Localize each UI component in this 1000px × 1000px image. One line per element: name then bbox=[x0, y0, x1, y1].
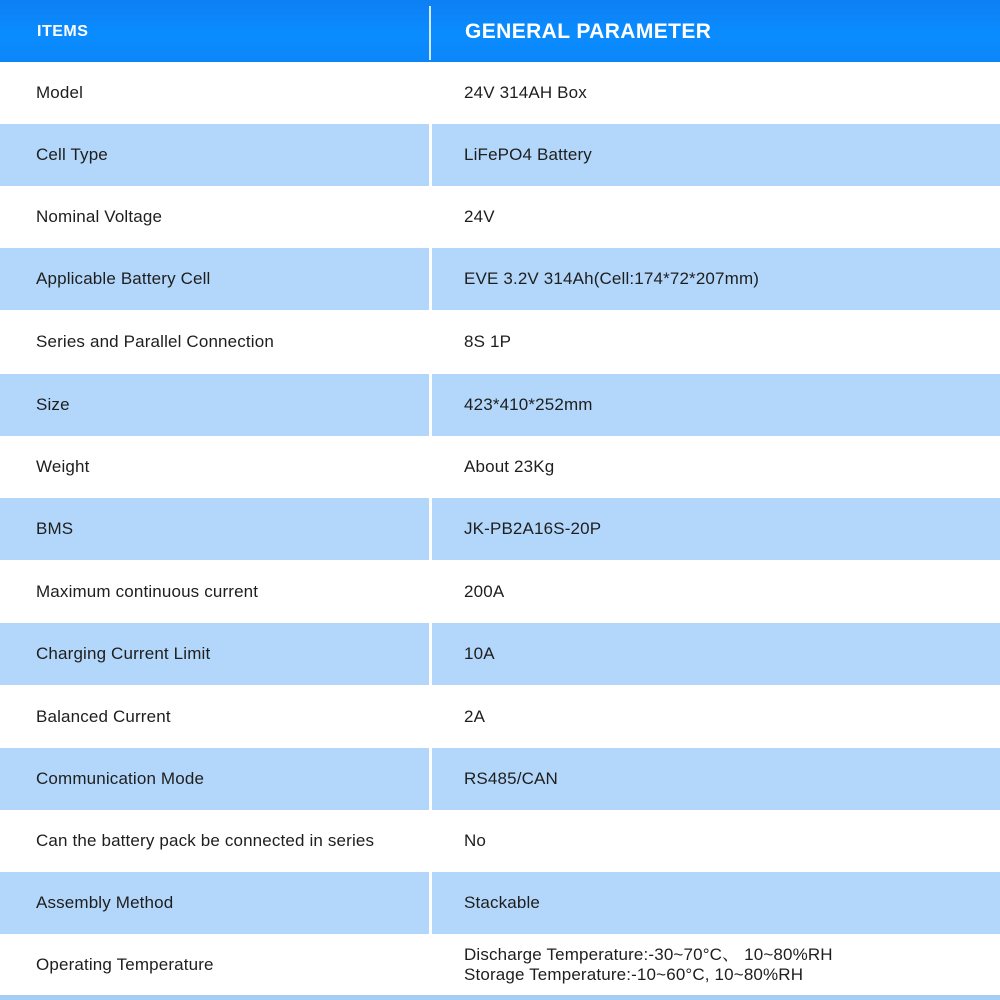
row-value: About 23Kg bbox=[464, 457, 555, 476]
table-row bbox=[0, 810, 1000, 872]
row-item: Can the battery pack be connected in series bbox=[36, 831, 375, 850]
table-header bbox=[0, 0, 1000, 62]
row-value: JK-PB2A16S-20P bbox=[464, 519, 602, 538]
row-item: Operating Temperature bbox=[36, 955, 214, 974]
row-item: Cell Type bbox=[36, 145, 108, 164]
row-value: 423*410*252mm bbox=[464, 395, 593, 414]
row-item: Communication Mode bbox=[36, 769, 205, 788]
row-item: Weight bbox=[36, 457, 90, 476]
table-row bbox=[0, 935, 1000, 995]
table-row bbox=[0, 436, 1000, 498]
row-value: LiFePO4 Battery bbox=[464, 145, 592, 164]
row-value: 24V 314AH Box bbox=[464, 83, 587, 102]
bottom-border bbox=[0, 995, 1000, 1000]
table-row bbox=[0, 872, 1000, 934]
table-row bbox=[0, 124, 1000, 186]
row-value: Stackable bbox=[464, 893, 541, 912]
row-value bbox=[464, 935, 833, 995]
row-value: 10A bbox=[464, 644, 495, 663]
column-divider bbox=[429, 248, 432, 310]
row-item: Maximum continuous current bbox=[36, 582, 259, 601]
table-row bbox=[0, 686, 1000, 748]
header-divider bbox=[429, 6, 431, 60]
row-value-line: Discharge Temperature:-30~70°C、 10~80%RH bbox=[464, 945, 833, 964]
column-divider bbox=[429, 872, 432, 934]
table-row bbox=[0, 311, 1000, 373]
row-value: No bbox=[464, 831, 487, 850]
row-value: EVE 3.2V 314Ah(Cell:174*72*207mm) bbox=[464, 269, 760, 288]
row-value-line: Storage Temperature:-10~60°C, 10~80%RH bbox=[464, 965, 804, 984]
row-item: Nominal Voltage bbox=[36, 207, 163, 226]
row-item: Applicable Battery Cell bbox=[36, 269, 211, 288]
row-item: Assembly Method bbox=[36, 893, 174, 912]
table-row bbox=[0, 561, 1000, 623]
row-value: 2A bbox=[464, 707, 486, 726]
table-row bbox=[0, 62, 1000, 124]
table-row bbox=[0, 498, 1000, 560]
table-row bbox=[0, 623, 1000, 685]
column-divider bbox=[429, 374, 432, 436]
row-item: Size bbox=[36, 395, 70, 414]
row-item: Balanced Current bbox=[36, 707, 171, 726]
column-divider bbox=[429, 124, 432, 186]
row-value: RS485/CAN bbox=[464, 769, 558, 788]
header-parameter-label: GENERAL PARAMETER bbox=[465, 20, 712, 43]
header-items-label: ITEMS bbox=[37, 23, 89, 40]
row-value: 8S 1P bbox=[464, 332, 512, 351]
row-item: Series and Parallel Connection bbox=[36, 332, 274, 351]
row-item: Charging Current Limit bbox=[36, 644, 211, 663]
column-divider bbox=[429, 498, 432, 560]
table-row bbox=[0, 374, 1000, 436]
row-value: 200A bbox=[464, 582, 505, 601]
column-divider bbox=[429, 748, 432, 810]
table-row bbox=[0, 748, 1000, 810]
table-row bbox=[0, 186, 1000, 248]
table-row bbox=[0, 248, 1000, 310]
column-divider bbox=[429, 623, 432, 685]
row-value: 24V bbox=[464, 207, 495, 226]
row-item: Model bbox=[36, 83, 84, 102]
row-item: BMS bbox=[36, 519, 74, 538]
